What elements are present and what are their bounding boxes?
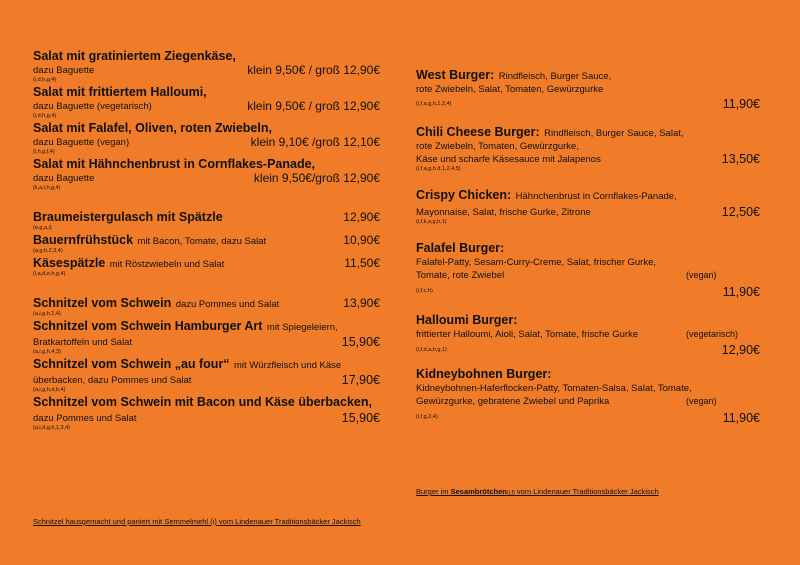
diet-tag: (vegetarisch)	[686, 329, 739, 339]
footnote-text-b: vom Lindenauer Traditionsbäcker Jackisch	[514, 487, 659, 496]
item-title: Schnitzel vom Schwein „au four“	[33, 357, 230, 371]
item-price: klein 9,50€ / groß 12,90€	[247, 63, 380, 77]
menu-item-salad-falafel	[33, 120, 380, 156]
item-title: Falafel Burger	[416, 241, 501, 255]
menu-item-schnitzel	[33, 295, 380, 318]
item-description: dazu Baguette (vegan)	[33, 137, 130, 148]
schnitzel-footnote: Schnitzel hausgemacht und paniert mit Semmelmehl (i) vom Lindenauer Traditionsbäcker Jackisch	[33, 517, 361, 526]
item-description: dazu Baguette (vegetarisch)	[33, 101, 152, 112]
menu-item-halloumi-burger	[416, 312, 760, 357]
menu-item-bauernfruehstueck	[33, 232, 380, 255]
item-description-2: Gewürzgurke, gebratene Zwiebel und Paprika	[416, 396, 610, 407]
item-allergens: (a,g,h,2,3,4)	[33, 248, 63, 254]
item-price: klein 9,50€ / groß 12,90€	[247, 99, 380, 113]
item-price: 11,90€	[722, 285, 760, 299]
item-price: 13,50€	[721, 152, 760, 166]
item-allergens: (k,a,i,h,g,4)	[33, 185, 61, 191]
item-allergens: (e,g,a,i)	[33, 225, 52, 231]
item-description: dazu Baguette	[33, 65, 95, 76]
item-allergens: (i,f,c,h)	[416, 288, 433, 294]
item-allergens: (i,f,k,a,g,h,1)	[416, 219, 447, 225]
item-description-2: Tomate, rote Zwiebel	[416, 270, 505, 281]
item-price: 12,90€	[721, 343, 760, 357]
item-price: 11,90€	[722, 411, 760, 425]
item-price: klein 9,50€/groß 12,90€	[253, 171, 380, 185]
item-allergens: (i,f,a,g,h,d,1,2,4,5)	[416, 166, 461, 172]
item-title: Crispy Chicken	[416, 188, 508, 202]
item-description: mit Würzfleisch und Käse	[234, 360, 342, 371]
item-description: mit Bacon, Tomate, dazu Salat	[137, 236, 267, 247]
title-separator: :	[513, 313, 518, 327]
item-price: 12,50€	[721, 205, 760, 219]
item-price: 17,90€	[341, 373, 380, 387]
item-description: dazu Pommes und Salat	[175, 299, 280, 310]
item-title: Salat mit Hähnchenbrust in Cornflakes-Panade,	[33, 157, 316, 171]
left-column	[33, 48, 380, 432]
menu-item-kidneybohnen-burger	[416, 366, 760, 424]
menu-item-west-burger	[416, 67, 760, 110]
item-description: mit Spiegeleiern,	[266, 322, 338, 333]
item-description-2: Bratkartoffeln und Salat	[33, 337, 133, 348]
item-description-2: überbacken, dazu Pommes und Salat	[33, 375, 192, 386]
title-separator: :	[490, 68, 495, 82]
item-price: 15,90€	[341, 411, 380, 425]
item-title: Salat mit gratiniertem Ziegenkäse,	[33, 49, 236, 63]
menu-item-salad-goat-cheese	[33, 48, 380, 84]
menu-item-crispy-chicken	[416, 187, 760, 226]
menu-item-chili-cheese-burger	[416, 124, 760, 173]
menu-item-gulasch	[33, 209, 380, 232]
item-allergens: (i,f,a,g,h,1,2,4)	[416, 101, 452, 107]
item-price: 11,90€	[722, 97, 760, 111]
item-title: West Burger	[416, 68, 491, 82]
item-allergens: (i,d,h,g,4)	[33, 77, 57, 83]
item-title: Salat mit frittiertem Halloumi,	[33, 85, 207, 99]
item-title: Kidneybohnen Burger	[416, 367, 548, 381]
item-price: 11,50€	[344, 256, 380, 270]
menu-item-kaesespaetzle	[33, 255, 380, 278]
item-price: 13,90€	[343, 296, 380, 310]
footnote-bold: Sesambrötchen	[450, 487, 507, 496]
menu-item-salad-halloumi	[33, 84, 380, 120]
footnote-text-a: Burger im	[416, 487, 451, 496]
item-description: frittierter Halloumi, Aioli, Salat, Tomate, frische Gurke	[416, 329, 639, 340]
item-price: 15,90€	[341, 335, 380, 349]
menu-item-salad-chicken	[33, 156, 380, 192]
item-allergens: (i,h,g,f,4)	[33, 149, 55, 155]
item-allergens: (a,i,g,h,d,b,4)	[33, 387, 66, 393]
item-allergens: (a,i,g,h,4,3)	[33, 349, 61, 355]
item-title: Chili Cheese Burger	[416, 125, 536, 139]
menu-item-schnitzel-bacon	[33, 394, 380, 432]
diet-tag: (vegan)	[686, 270, 717, 280]
title-separator: :	[500, 241, 505, 255]
item-title: Schnitzel vom Schwein Hamburger Art	[33, 319, 263, 333]
item-description: mit Röstzwiebeln und Salat	[109, 259, 225, 270]
menu-item-schnitzel-au-four	[33, 356, 380, 394]
menu-item-schnitzel-hamburger	[33, 318, 380, 356]
title-separator: :	[507, 188, 512, 202]
item-description: Kidneybohnen-Haferflocken-Patty, Tomaten-Salsa, Salat, Tomate,	[416, 383, 692, 394]
item-allergens: (i,f,g,2,4)	[416, 414, 438, 420]
item-title: Schnitzel vom Schwein	[33, 296, 172, 310]
item-title: Braumeistergulasch mit Spätzle	[33, 210, 223, 224]
item-description: Hähnchenbrust in Cornflakes-Panade,	[515, 191, 677, 202]
item-description: Rindfleisch, Burger Sauce, Salat,	[544, 128, 684, 139]
item-allergens: (a,i,d,g,h,1,3,4)	[33, 425, 70, 431]
item-description-3: Käse und scharfe Käsesauce mit Jalapenos	[416, 154, 601, 165]
right-column	[416, 67, 760, 424]
footnote-allergens: (i,f)	[506, 490, 515, 496]
item-description-2: Mayonnaise, Salat, frische Gurke, Zitrone	[416, 207, 591, 218]
item-allergens: (a,i,g,h,1,4)	[33, 311, 61, 317]
item-description: Rindfleisch, Burger Sauce,	[498, 71, 612, 82]
item-description: dazu Baguette	[33, 173, 95, 184]
item-description-2: dazu Pommes und Salat	[33, 413, 137, 424]
item-title: Schnitzel vom Schwein mit Bacon und Käse überbacken,	[33, 395, 372, 409]
item-allergens: (i,f,d,a,h,g,1)	[416, 347, 447, 353]
item-description: Falafel-Patty, Sesam-Curry-Creme, Salat, frischer Gurke,	[416, 257, 657, 268]
title-separator: :	[547, 367, 552, 381]
burger-footnote	[416, 487, 659, 498]
item-description-2: rote Zwiebeln, Tomaten, Gewürzgurke,	[416, 141, 579, 152]
item-description-2: rote Zwiebeln, Salat, Tomaten, Gewürzgurke	[416, 84, 604, 95]
item-title: Halloumi Burger	[416, 313, 514, 327]
item-price: 10,90€	[343, 233, 380, 247]
item-title: Salat mit Falafel, Oliven, roten Zwiebeln,	[33, 121, 272, 135]
item-price: 12,90€	[343, 210, 380, 224]
item-allergens: (i,d,h,g,4)	[33, 113, 57, 119]
title-separator: :	[535, 125, 540, 139]
menu-item-falafel-burger	[416, 240, 760, 298]
item-price: klein 9,10€ /groß 12,10€	[250, 135, 380, 149]
item-title: Bauernfrühstück	[33, 233, 134, 247]
item-title: Käsespätzle	[33, 256, 106, 270]
item-allergens: (i,a,d,e,h,g,4)	[33, 271, 66, 277]
diet-tag: (vegan)	[686, 396, 717, 406]
